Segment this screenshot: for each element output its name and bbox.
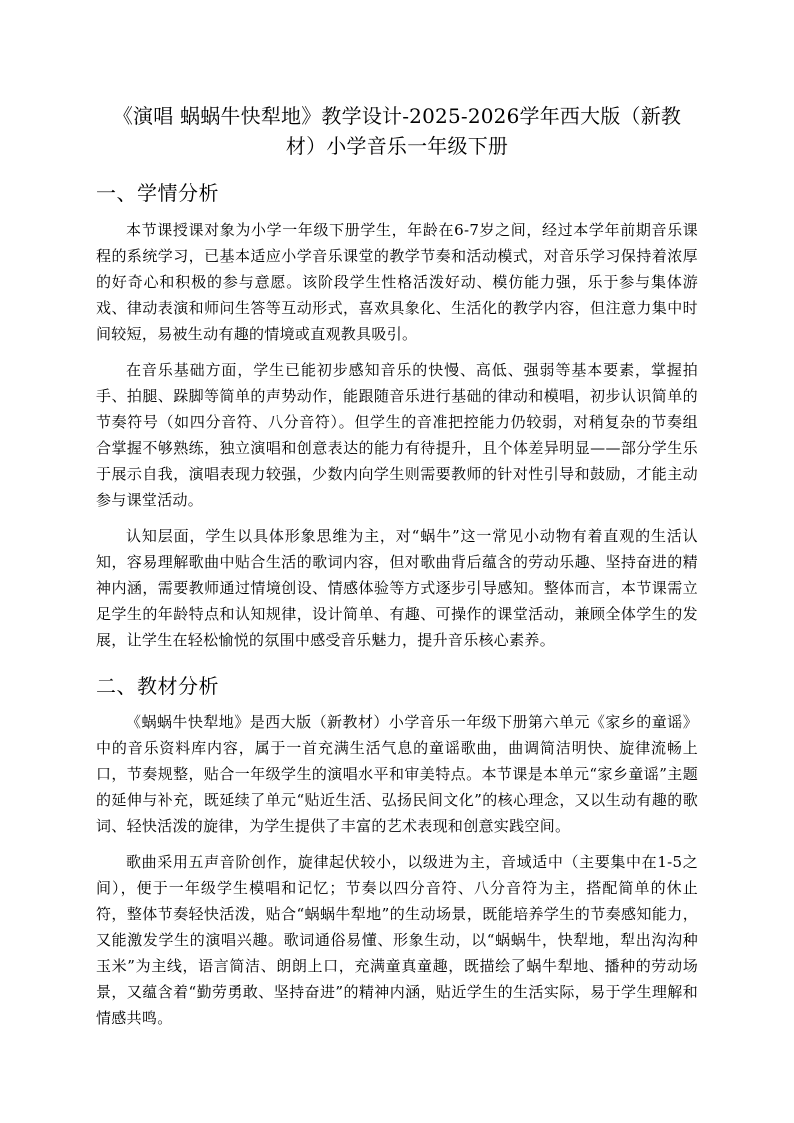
section-heading-learner-analysis: 一、学情分析 xyxy=(96,181,219,205)
paragraph: 本节课授课对象为小学一年级下册学生，年龄在6-7岁之间，经过本学年前期音乐课程的系统学习，已基本适应小学音乐课堂的教学节奏和活动模式，对音乐学习保持着浓厚的好奇心和积极的参与意愿。该阶段学生性格活泼好动、模仿能力强，乐于参与集体游戏、律动表演和师问生答等互动形式，喜欢具象化、生活化的教学内容，但注意力集中时间较短，易被生动有趣的情境或直观教具吸引。 xyxy=(96,221,698,343)
section-learner-analysis xyxy=(96,217,698,663)
document-title: 《演唱 蜗蜗牛快犁地》教学设计-2025-2026学年西大版（新教材）小学音乐一年级下册 xyxy=(112,104,682,158)
paragraph: 在音乐基础方面，学生已能初步感知音乐的快慢、高低、强弱等基本要素，掌握拍手、拍腿、跺脚等简单的声势动作，能跟随音乐进行基础的律动和模唱，初步认识简单的节奏符号（如四分音符、八分音符）。但学生的音准把控能力仍较弱，对稍复杂的节奏组合掌握不够熟练，独立演唱和创意表达的能力有待提升，且个体差异明显——部分学生乐于展示自我，演唱表现力较强，少数内向学生则需要教师的针对性引导和鼓励，才能主动参与课堂活动。 xyxy=(96,361,698,509)
paragraph: 歌曲采用五声音阶创作，旋律起伏较小，以级进为主，音域适中（主要集中在1-5之间），便于一年级学生模唱和记忆；节奏以四分音符、八分音符为主，搭配简单的休止符，整体节奏轻快活泼，贴合“蜗蜗牛犁地”的生动场景，既能培养学生的节奏感知能力，又能激发学生的演唱兴趣。歌词通俗易懂、形象生动，以“蜗蜗牛，快犁地，犁出沟沟种玉米”为主线，语言简洁、朗朗上口，充满童真童趣，既描绘了蜗牛犁地、播种的劳动场景，又蕴含着“勤劳勇敢、坚持奋进”的精神内涵，贴近学生的生活实际，易于学生理解和情感共鸣。 xyxy=(96,853,698,1027)
paragraph: 认知层面，学生以具体形象思维为主，对“蜗牛”这一常见小动物有着直观的生活认知，容易理解歌曲中贴合生活的歌词内容，但对歌曲背后蕴含的劳动乐趣、坚持奋进的精神内涵，需要教师通过情境创设、情感体验等方式逐步引导感知。整体而言，本节课需立足学生的年龄特点和认知规律，设计简单、有趣、可操作的课堂活动，兼顾全体学生的发展，让学生在轻松愉悦的氛围中感受音乐魅力，提升音乐核心素养。 xyxy=(96,527,698,649)
section-heading-material-analysis: 二、教材分析 xyxy=(96,674,219,698)
section-material-analysis xyxy=(96,709,698,1041)
paragraph: 《蜗蜗牛快犁地》是西大版（新教材）小学音乐一年级下册第六单元《家乡的童谣》中的音乐资料库内容，属于一首充满生活气息的童谣歌曲，曲调简洁明快、旋律流畅上口，节奏规整，贴合一年级学生的演唱水平和审美特点。本节课是本单元“家乡童谣”主题的延伸与补充，既延续了单元“贴近生活、弘扬民间文化”的核心理念，又以生动有趣的歌词、轻快活泼的旋律，为学生提供了丰富的艺术表现和创意实践空间。 xyxy=(96,713,698,835)
